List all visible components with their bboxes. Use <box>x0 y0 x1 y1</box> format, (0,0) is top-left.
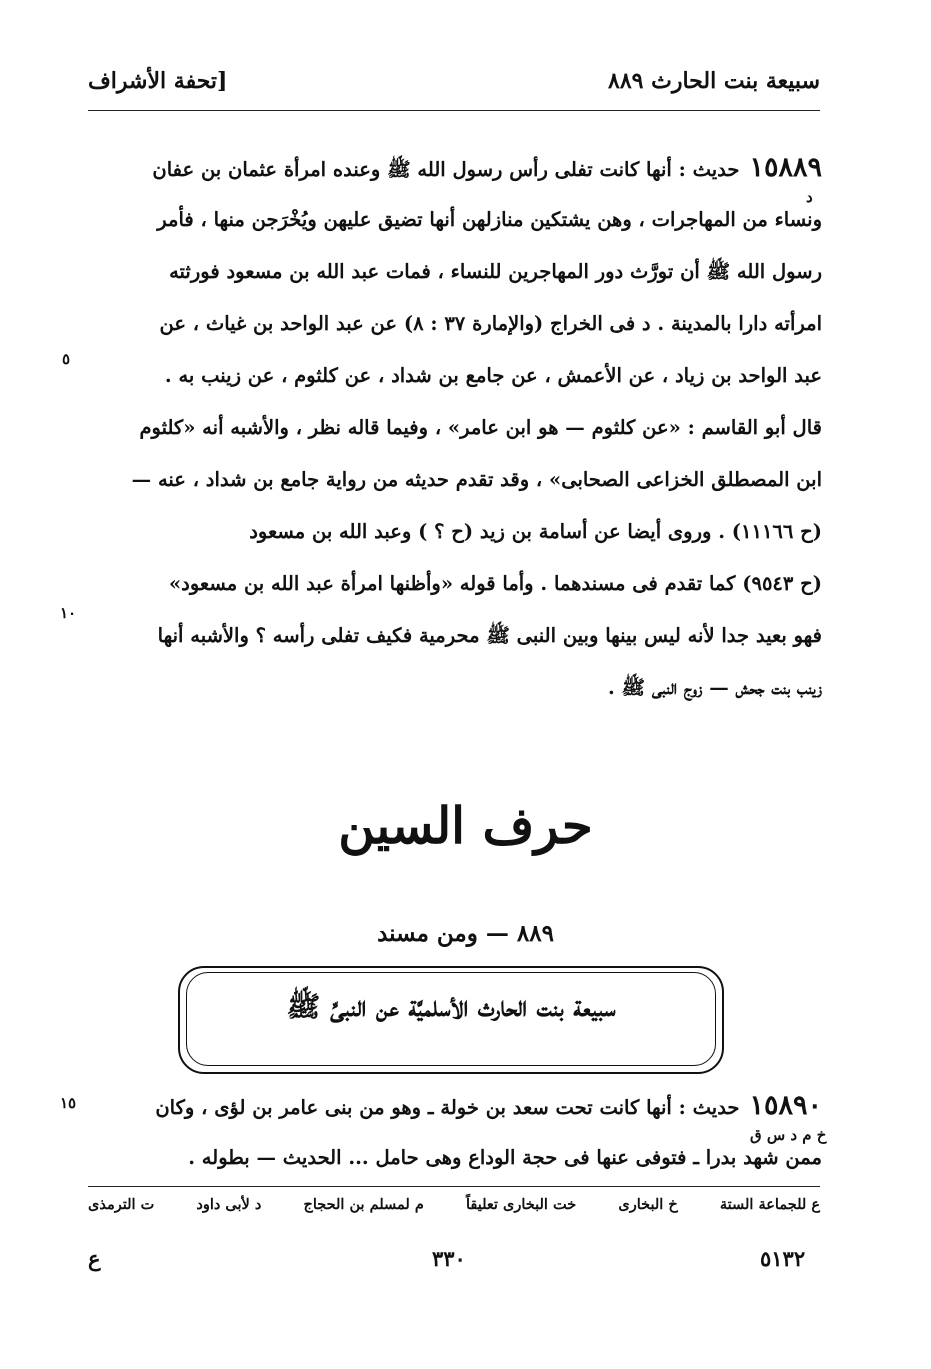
running-header <box>88 60 820 110</box>
entry-line: ونساء من المهاجرات ، وهن يشتكين منازلهن أنها تضيق عليهن ويُخْرَجن منها ، فأمر <box>157 208 822 231</box>
abbr-item: خ البخارى <box>618 1196 678 1213</box>
entry-line: عبد الواحد بن زياد ، عن الأعمش ، عن جامع بن شداد ، عن كلثوم ، عن زينب به . <box>164 364 822 387</box>
entry-line: ابن المصطلق الخزاعى الصحابى» ، وقد تقدم حديثه من رواية جامع بن شداد ، عنه — <box>131 468 822 491</box>
entry-line: زينب بنت جحش — زوج النبى ﷺ . <box>607 676 822 699</box>
header-rule <box>88 110 820 111</box>
hadith-entry-15889 <box>92 142 822 714</box>
entry-line: (ح ٩٥٤٣) كما تقدم فى مسندهما . وأما قوله «وأظنها امرأة عبد الله بن مسعود» <box>168 572 822 595</box>
abbr-item: ت الترمذى <box>88 1196 155 1213</box>
hadith-entry-15890 <box>92 1080 822 1184</box>
abbr-item: م لمسلم بن الحجاج <box>303 1196 424 1213</box>
entry-line: قال أبو القاسم : «عن كلثوم — هو ابن عامر» ، وفيما قاله نظر ، والأشبه أنه «كلثوم <box>139 416 822 439</box>
margin-line-number-15: ١٥ <box>60 1094 77 1112</box>
header-left-title: [تحفة الأشراف <box>88 68 228 94</box>
entry-line: رسول الله ﷺ أن تورَّث دور المهاجرين للنساء ، فمات عبد الله بن مسعود فورثته <box>169 260 822 283</box>
entry-number: ١٥٨٨٩ <box>749 152 822 183</box>
entry-line: (ح ١١١٦٦) . وروى أيضا عن أسامة بن زيد (ح ؟ ) وعبد الله بن مسعود <box>249 520 822 543</box>
entry-line: فهو بعيد جدا لأنه ليس بينها وبين النبى ﷺ محرمية فكيف تفلى رأسه ؟ والأشبه أنها <box>157 624 822 647</box>
margin-source-letters: خ م د س ق <box>750 1126 827 1144</box>
framed-title: سبيعة بنت الحارث الأسلميَّة عن النبىِّ ﷺ <box>286 990 616 1023</box>
entry-number: ١٥٨٩٠ <box>749 1090 822 1121</box>
musnad-heading: ٨٨٩ — ومن مسند <box>377 920 554 947</box>
section-title: حرف السين <box>338 796 593 855</box>
margin-line-number-5: ٥ <box>62 350 71 368</box>
margin-line-number-10: ١٠ <box>60 604 77 622</box>
abbreviations-key <box>88 1196 820 1213</box>
abbr-item: د لأبى داود <box>196 1196 262 1213</box>
margin-source-letter: د <box>806 188 813 206</box>
abbr-item: ع للجماعة الستة <box>719 1196 820 1213</box>
footer-rule <box>88 1186 820 1187</box>
entry-line: ١٥٨٩٠حديث : أنها كانت تحت سعد بن خولة ـ وهو من بنى عامر بن لؤى ، وكان <box>155 1090 822 1121</box>
header-right-title: سبيعة بنت الحارث ٨٨٩ <box>608 68 820 94</box>
footer-record-number: ٥١٣٢ <box>760 1246 806 1271</box>
page-number: ٣٣٠ <box>432 1246 466 1271</box>
entry-line: ١٥٨٨٩حديث : أنها كانت تفلى رأس رسول الله ﷺ وعنده امرأة عثمان بن عفان <box>152 152 822 183</box>
entry-line: ممن شهد بدرا ـ فتوفى عنها فى حجة الوداع وهى حامل ... الحديث — بطوله . <box>188 1146 822 1169</box>
entry-line: امرأته دارا بالمدينة . د فى الخراج (والإمارة ٣٧ : ٨) عن عبد الواحد بن غياث ، عن <box>159 312 822 335</box>
footer-signature-letter: ع <box>88 1246 101 1271</box>
abbr-item: خت البخارى تعليقاً <box>465 1196 577 1213</box>
